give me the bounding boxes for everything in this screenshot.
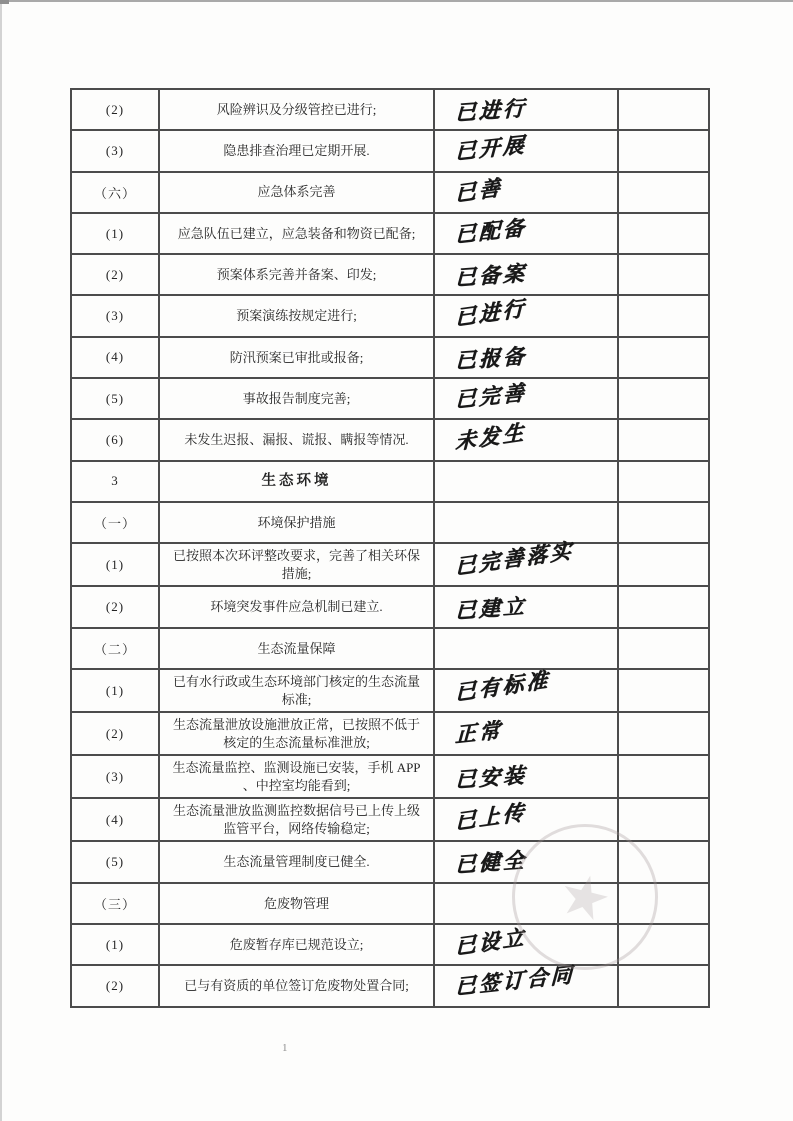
handwritten-answer: 已完善落实 (454, 537, 575, 579)
row-item-text-cell: 预案体系完善并备案、印发; (160, 255, 435, 296)
row-number-cell: (2) (72, 966, 160, 1007)
row-remark-cell (619, 756, 710, 799)
row-handwritten-answer-cell (435, 90, 619, 131)
checklist-table (70, 88, 710, 1008)
row-item-text-cell: 应急队伍已建立，应急装备和物资已配备; (160, 214, 435, 255)
row-handwritten-answer-cell (435, 420, 619, 461)
table-row (72, 131, 710, 172)
handwritten-answer: 已善 (454, 175, 503, 207)
row-number-cell: (1) (72, 214, 160, 255)
row-number-cell: (1) (72, 544, 160, 587)
row-item-text-cell: 生态流量泄放监测监控数据信号已上传上级监管平台，网络传输稳定; (160, 799, 435, 842)
row-number-cell: (1) (72, 925, 160, 966)
row-item-text-cell: 隐患排查治理已定期开展. (160, 131, 435, 172)
page-number: 1 (282, 1042, 294, 1054)
row-number-cell: (2) (72, 90, 160, 131)
row-handwritten-answer-cell (435, 925, 619, 966)
table-row (72, 503, 710, 544)
row-number-cell: (4) (72, 799, 160, 842)
table-row (72, 255, 710, 296)
row-handwritten-answer-cell (435, 756, 619, 799)
handwritten-answer: 已安装 (454, 763, 528, 793)
row-handwritten-answer-cell (435, 462, 619, 503)
handwritten-answer: 未发生 (454, 419, 527, 455)
row-item-text-cell: 生态环境 (160, 462, 435, 503)
table-row (72, 90, 710, 131)
row-remark-cell (619, 338, 710, 379)
handwritten-answer: 正常 (454, 717, 504, 747)
row-item-text-cell: 生态流量监控、监测设施已安装，手机 APP 、中控室均能看到; (160, 756, 435, 799)
table-row (72, 420, 710, 461)
row-handwritten-answer-cell (435, 713, 619, 756)
handwritten-answer: 已进行 (454, 96, 528, 126)
table-row (72, 537, 710, 587)
scan-edge-top (0, 0, 793, 2)
row-handwritten-answer-cell (435, 629, 619, 670)
table-row (72, 379, 710, 420)
row-item-text-cell: 已与有资质的单位签订危废物处置合同; (160, 966, 435, 1007)
row-handwritten-answer-cell (435, 842, 619, 883)
table-row (72, 884, 710, 925)
row-remark-cell (619, 587, 710, 628)
row-remark-cell (619, 296, 710, 337)
row-remark-cell (619, 629, 710, 670)
row-handwritten-answer-cell (435, 799, 619, 842)
row-remark-cell (619, 799, 710, 842)
row-handwritten-answer-cell (435, 587, 619, 628)
scan-edge-left (0, 0, 2, 1121)
row-item-text-cell: 预案演练按规定进行; (160, 296, 435, 337)
handwritten-answer: 已设立 (454, 924, 527, 959)
row-handwritten-answer-cell (435, 255, 619, 296)
row-number-cell: (5) (72, 379, 160, 420)
row-item-text-cell: 防汛预案已审批或报备; (160, 338, 435, 379)
row-handwritten-answer-cell (435, 296, 619, 337)
handwritten-answer: 已有标准 (454, 667, 551, 705)
row-item-text-cell: 已有水行政或生态环境部门核定的生态流量标准; (160, 670, 435, 713)
row-item-text-cell: 未发生迟报、漏报、谎报、瞒报等情况. (160, 420, 435, 461)
row-remark-cell (619, 90, 710, 131)
row-item-text-cell: 生态流量泄放设施泄放正常，已按照不低于核定的生态流量标准泄放; (160, 713, 435, 756)
row-item-text-cell: 事故报告制度完善; (160, 379, 435, 420)
table-row (72, 462, 710, 503)
row-remark-cell (619, 255, 710, 296)
table-row (72, 713, 710, 756)
row-number-cell: (2) (72, 255, 160, 296)
row-item-text-cell: 危废暂存库已规范设立; (160, 925, 435, 966)
row-remark-cell (619, 173, 710, 214)
row-remark-cell (619, 925, 710, 966)
star-icon: ★ (551, 857, 619, 937)
row-remark-cell (619, 544, 710, 587)
table-row (72, 173, 710, 214)
table-row (72, 842, 710, 883)
row-number-cell: (2) (72, 713, 160, 756)
row-remark-cell (619, 462, 710, 503)
row-handwritten-answer-cell (435, 537, 619, 587)
table-row (72, 587, 710, 628)
table-row (72, 629, 710, 670)
table-row (72, 962, 710, 1007)
row-handwritten-answer-cell (435, 173, 619, 214)
row-handwritten-answer-cell (435, 884, 619, 925)
row-number-cell: (3) (72, 756, 160, 799)
handwritten-answer: 已报备 (454, 343, 528, 373)
row-item-text-cell: 生态流量保障 (160, 629, 435, 670)
table-row (72, 756, 710, 799)
row-item-text-cell: 风险辨识及分级管控已进行; (160, 90, 435, 131)
row-remark-cell (619, 670, 710, 713)
table-row (72, 214, 710, 255)
row-remark-cell (619, 966, 710, 1007)
row-remark-cell (619, 884, 710, 925)
row-remark-cell (619, 503, 710, 544)
row-remark-cell (619, 842, 710, 883)
handwritten-answer: 已完善 (454, 380, 527, 412)
scan-corner-artifact (0, 0, 9, 4)
handwritten-answer: 已开展 (454, 132, 527, 165)
row-number-cell: (5) (72, 842, 160, 883)
handwritten-answer: 已健全 (454, 848, 528, 878)
handwritten-answer: 已建立 (454, 593, 528, 623)
row-handwritten-answer-cell (435, 379, 619, 420)
handwritten-answer: 已备案 (454, 261, 528, 291)
row-number-cell: (2) (72, 587, 160, 628)
row-number-cell: (3) (72, 296, 160, 337)
table-row (72, 925, 710, 966)
row-remark-cell (619, 420, 710, 461)
row-handwritten-answer-cell (435, 131, 619, 172)
row-item-text-cell: 环境保护措施 (160, 503, 435, 544)
handwritten-answer: 已上传 (454, 799, 527, 834)
table-row (72, 799, 710, 842)
row-number-cell: （一） (72, 503, 160, 544)
table-row (72, 667, 710, 713)
row-item-text-cell: 已按照本次环评整改要求，完善了相关环保措施; (160, 544, 435, 587)
row-item-text-cell: 危废物管理 (160, 884, 435, 925)
row-item-text-cell: 生态流量管理制度已健全. (160, 842, 435, 883)
row-number-cell: 3 (72, 462, 160, 503)
row-number-cell: （六） (72, 173, 160, 214)
row-item-text-cell: 环境突发事件应急机制已建立. (160, 587, 435, 628)
row-handwritten-answer-cell (435, 962, 619, 1007)
handwritten-answer: 已签订合同 (454, 962, 575, 999)
row-handwritten-answer-cell (435, 214, 619, 255)
row-remark-cell (619, 131, 710, 172)
row-remark-cell (619, 713, 710, 756)
row-handwritten-answer-cell (435, 503, 619, 544)
row-remark-cell (619, 379, 710, 420)
row-number-cell: (3) (72, 131, 160, 172)
row-handwritten-answer-cell (435, 667, 619, 713)
table-row (72, 296, 710, 337)
row-item-text-cell: 应急体系完善 (160, 173, 435, 214)
row-number-cell: （三） (72, 884, 160, 925)
row-number-cell: （二） (72, 629, 160, 670)
handwritten-answer: 已配备 (454, 214, 527, 247)
row-number-cell: (1) (72, 670, 160, 713)
table-row (72, 338, 710, 379)
row-number-cell: (4) (72, 338, 160, 379)
row-remark-cell (619, 214, 710, 255)
handwritten-answer: 已进行 (454, 295, 527, 331)
row-number-cell: (6) (72, 420, 160, 461)
row-handwritten-answer-cell (435, 338, 619, 379)
